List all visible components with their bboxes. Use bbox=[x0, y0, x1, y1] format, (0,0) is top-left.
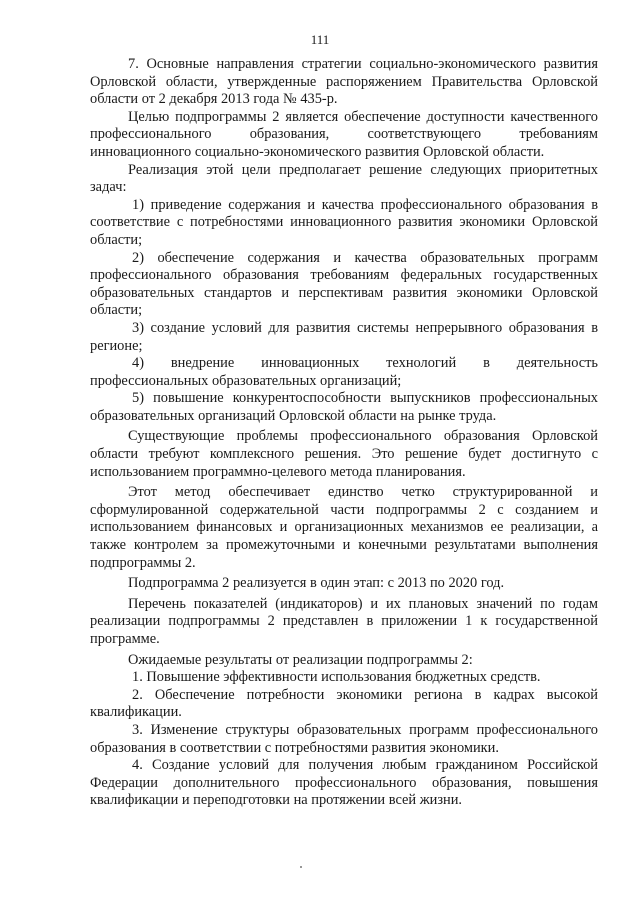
document-body bbox=[90, 56, 598, 810]
result-item-2: 2. Обеспечение потребности экономики региона в кадрах высокой квалификации. bbox=[90, 686, 598, 721]
task-item-5: 5) повышение конкурентоспособности выпускников профессиональных образовательных организаций Орловской области на рынке труда. bbox=[90, 390, 598, 424]
scan-artifact bbox=[300, 866, 302, 868]
result-item-1: 1. Повышение эффективности использования бюджетных средств. bbox=[132, 669, 541, 686]
paragraph-expected-results: Ожидаемые результаты от реализации подпрограммы 2: bbox=[128, 651, 473, 668]
paragraph-method: Этот метод обеспечивает единство четко структурированной и сформулированной содержательной части подпрограммы 2 с созданием и использованием финансовых и организационных механизмов ее реализации, а также контролем за промежуточными и конечными результатами выполнения подпрограммы 2. bbox=[90, 484, 598, 571]
paragraph-subprogram-goal: Целью подпрограммы 2 является обеспечение доступности качественного профессионального образования, соответствующего требованиям инновационного социально-экономического развития Орловской области. bbox=[90, 108, 598, 160]
page-number: 111 bbox=[310, 32, 330, 47]
task-item-3: 3) создание условий для развития системы непрерывного образования в регионе; bbox=[90, 319, 598, 354]
task-item-2: 2) обеспечение содержания и качества образовательных программ профессионального образования требованиям федеральных государственных образовательных стандартов и перспективам развития экономики Орловской области; bbox=[90, 249, 598, 319]
result-item-3: 3. Изменение структуры образовательных программ профессионального образования в соответствии с потребностями развития экономики. bbox=[90, 721, 598, 756]
paragraph-indicators: Перечень показателей (индикаторов) и их плановых значений по годам реализации подпрограммы 2 представлен в приложении 1 к государственной программе. bbox=[90, 595, 598, 647]
paragraph-implementation-stage: Подпрограмма 2 реализуется в один этап: с 2013 по 2020 год. bbox=[128, 575, 505, 592]
paragraph-strategy-reference: 7. Основные направления стратегии социально-экономического развития Орловской области, утвержденные распоряжением Правительства Орловской области от 2 декабря 2013 года № 435-р. bbox=[90, 56, 598, 108]
paragraph-existing-problems: Существующие проблемы профессионального образования Орловской области требуют комплексного решения. Это решение будет достигнуто с использованием программно-целевого метода планирования. bbox=[90, 428, 598, 480]
result-item-4: 4. Создание условий для получения любым гражданином Российской Федерации дополнительного профессионального образования, повышения квалификации и переподготовки на протяжении всей жизни. bbox=[90, 757, 598, 809]
paragraph-tasks-intro: Реализация этой цели предполагает решение следующих приоритетных задач: bbox=[90, 161, 598, 196]
task-item-4: 4) внедрение инновационных технологий в деятельность профессиональных образовательных организаций; bbox=[90, 355, 598, 389]
task-item-1: 1) приведение содержания и качества профессионального образования в соответствие с потребностями инновационного развития экономики Орловской области; bbox=[90, 196, 598, 248]
